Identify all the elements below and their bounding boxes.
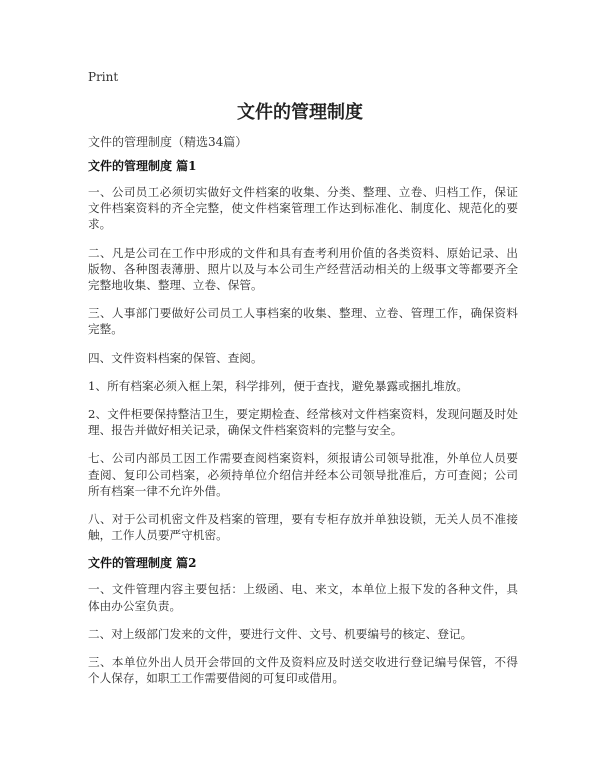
paragraph: 四、文件资料档案的保管、查阅。: [88, 350, 263, 365]
section-2: [88, 555, 518, 686]
section-heading: 文件的管理制度 篇1: [88, 159, 197, 173]
paragraph: 七、公司内部员工因工作需要查阅档案资料，须报请公司领导批准，外单位人员要查阅、复印公司档案，必须持单位介绍信并经本公司领导批准后，方可查阅；公司所有档案一律不允许外借。: [88, 451, 518, 498]
paragraph: 一、文件管理内容主要包括：上级函、电、来文，本单位上报下发的各种文件，具体由办公室负责。: [88, 582, 518, 613]
section-1: [88, 158, 518, 543]
section-heading: 文件的管理制度 篇2: [88, 556, 197, 571]
paragraph: 二、对上级部门发来的文件，要进行文件、文号、机要编号的核定、登记。: [88, 626, 473, 641]
paragraph: 三、本单位外出人员开会带回的文件及资料应及时送交收进行登记编号保管，不得个人保存，如职工工作需要借阅的可复印或借用。: [88, 655, 518, 686]
print-link[interactable]: Print: [88, 70, 119, 84]
paragraph: 八、对于公司机密文件及档案的管理，要有专柜存放并单独设锁，无关人员不准接触，工作人员要严守机密。: [88, 512, 518, 543]
document-content: [88, 158, 518, 698]
paragraph: 二、凡是公司在工作中形成的文件和具有查考利用价值的各类资料、原始记录、出版物、各种图表薄册、照片以及与本公司生产经营活动相关的上级事文等都要齐全完整地收集、整理、立卷、保管。: [88, 245, 518, 293]
document-title: 文件的管理制度: [237, 102, 363, 123]
paragraph: 一、公司员工必须切实做好文件档案的收集、分类、整理、立卷、归档工作，保证文件档案资料的齐全完整，使文件档案管理工作达到标准化、制度化、规范化的要求。: [88, 185, 518, 232]
paragraph: 三、人事部门要做好公司员工人事档案的收集、整理、立卷、管理工作，确保资料完整。: [88, 306, 518, 337]
paragraph: 2、文件柜要保持整洁卫生，要定期检查、经常核对文件档案资料，发现问题及时处理、报告并做好相关记录，确保文件档案资料的完整与安全。: [88, 407, 518, 438]
document-subtitle: 文件的管理制度（精选34篇）: [88, 135, 248, 149]
paragraph: 1、所有档案必须入框上架，科学排列，便于查找，避免暴露或捆扎堆放。: [88, 378, 469, 393]
